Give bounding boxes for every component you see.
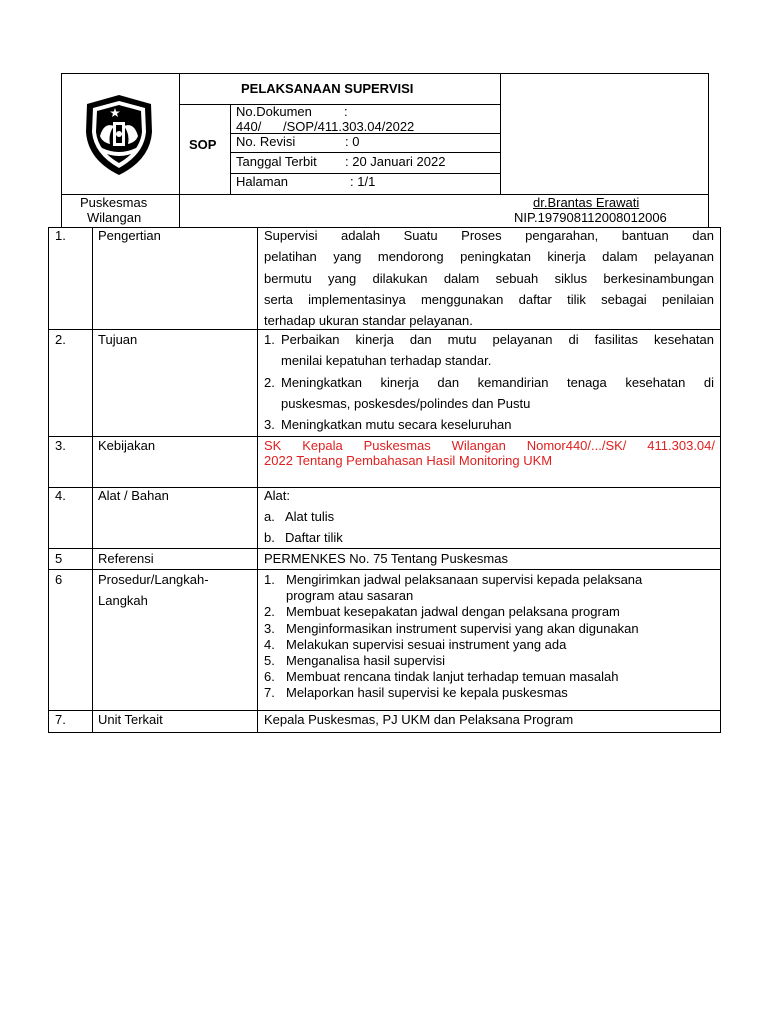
revisi-value: : 0 (345, 134, 360, 149)
regional-emblem-icon (78, 92, 160, 178)
list-number: a. (264, 509, 275, 524)
row-number: 5 (55, 551, 63, 566)
row-number: 7. (55, 712, 66, 727)
list-item: Meningkatkan kinerja dan kemandirian tenaga kesehatan di puskesmas, poskesdes/polindes dan Pustu (281, 375, 714, 412)
list-number: 4. (264, 637, 275, 652)
referensi-text: PERMENKES No. 75 Tentang Puskesmas (264, 551, 508, 566)
row-label: Referensi (98, 551, 154, 566)
doc-no-label: No.Dokumen (236, 104, 312, 119)
org-name-line1: Puskesmas (80, 195, 148, 210)
list-number: 3. (264, 621, 275, 636)
list-number: 2. (264, 604, 275, 619)
list-number: 3. (264, 417, 275, 432)
document-title: PELAKSANAAN SUPERVISI (241, 81, 414, 96)
row-number: 3. (55, 438, 66, 453)
list-item: Membuat rencana tindak lanjut terhadap temuan masalah (286, 669, 619, 684)
list-item: Membuat kesepakatan jadwal dengan pelaksana program (286, 604, 620, 619)
list-number: 1. (264, 332, 275, 347)
revisi-label: No. Revisi (236, 134, 296, 149)
list-number: 1. (264, 572, 275, 587)
list-item: Alat tulis (285, 509, 335, 524)
doc-no-value: 440/ /SOP/411.303.04/2022 (236, 119, 415, 134)
row-number: 1. (55, 228, 66, 243)
row-number: 4. (55, 488, 66, 503)
list-number: 2. (264, 375, 275, 390)
pengertian-text: Supervisi adalah Suatu Proses pengarahan, bantuan dan pelatihan yang mendorong peningkatan kinerja dalam pelayanan bermutu yang dilakukan dalam sebuah siklus berkesinambungan serta implementasinya menggunakan daftar tilik sebagai penilaian terhadap ukuran standar pelayanan. (264, 228, 714, 329)
list-item: Melakukan supervisi sesuai instrument yang ada (286, 637, 567, 652)
row-number: 2. (55, 332, 66, 347)
doc-no-colon: : (344, 104, 348, 119)
list-item-continuation: program atau sasaran (286, 588, 414, 603)
sop-label: SOP (189, 137, 217, 152)
row-label: Alat / Bahan (98, 488, 169, 503)
signer-name: dr.Brantas Erawati (533, 195, 640, 210)
unit-terkait-text: Kepala Puskesmas, PJ UKM dan Pelaksana Program (264, 712, 574, 727)
row-label: Tujuan (98, 332, 138, 347)
row-number: 6 (55, 572, 63, 587)
list-item: Melaporkan hasil supervisi ke kepala puskesmas (286, 685, 568, 700)
list-item: Meningkatkan mutu secara keseluruhan (281, 417, 512, 432)
list-item: Daftar tilik (285, 530, 343, 545)
row-label-line2: Langkah (98, 593, 148, 608)
row-label: Pengertian (98, 228, 161, 243)
row-label: Kebijakan (98, 438, 156, 453)
list-item: Mengirimkan jadwal pelaksanaan supervisi kepada pelaksana (286, 572, 643, 587)
list-item: Perbaikan kinerja dan mutu pelayanan di fasilitas kesehatan menilai kepatuhan terhadap standar. (281, 332, 714, 369)
halaman-value: : 1/1 (350, 174, 376, 189)
terbit-value: : 20 Januari 2022 (345, 154, 446, 169)
terbit-label: Tanggal Terbit (236, 154, 317, 169)
list-item: Menginformasikan instrument supervisi yang akan digunakan (286, 621, 639, 636)
row-label-line1: Prosedur/Langkah- (98, 572, 209, 587)
list-number: 7. (264, 685, 275, 700)
list-number: 5. (264, 653, 275, 668)
row-label: Unit Terkait (98, 712, 163, 727)
org-name-line2: Wilangan (87, 210, 142, 225)
list-item: Menganalisa hasil supervisi (286, 653, 445, 668)
kebijakan-text: SK Kepala Puskesmas Wilangan Nomor440/.../SK/ 411.303.04/ 2022 Tentang Pembahasan Hasil Monitoring UKM (264, 438, 715, 468)
list-number: 6. (264, 669, 275, 684)
halaman-label: Halaman (236, 174, 289, 189)
alat-intro: Alat: (264, 488, 291, 503)
signer-nip: NIP.197908112008012006 (514, 210, 667, 225)
list-number: b. (264, 530, 275, 545)
